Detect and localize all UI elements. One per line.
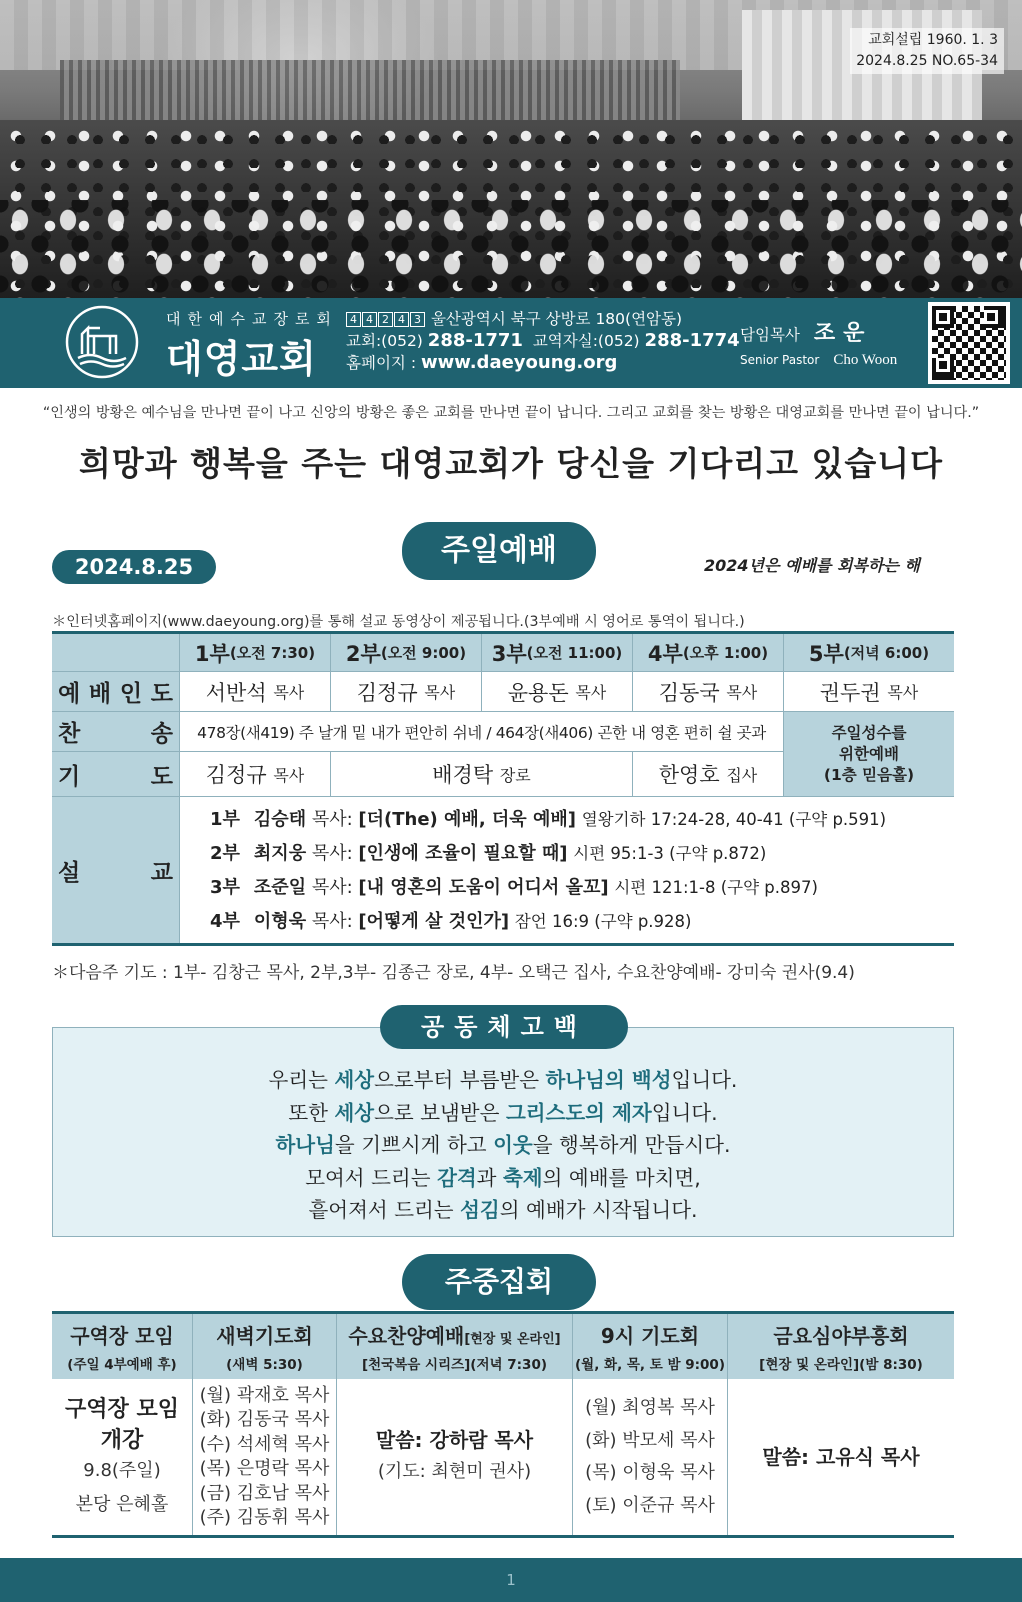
service-header: 3부 (오전 11:00) [482, 634, 633, 672]
zip-digit: 4 [346, 312, 361, 327]
qr-code[interactable] [928, 302, 1010, 384]
meeting-body [573, 1379, 727, 1535]
meeting-header [193, 1314, 336, 1379]
special-service-cell: 주일성수를 위한예배 (1층 믿음홀) [784, 712, 954, 797]
service-table [52, 631, 954, 946]
pastor-name: 조운 [813, 320, 873, 346]
section-title-sunday-worship: 주일예배 [402, 522, 596, 580]
meeting-line: (금) 김호남 목사 [199, 1482, 330, 1504]
service-header: 4부 (오후 1:00) [633, 634, 784, 672]
meeting-line: (월) 곽재호 목사 [199, 1384, 330, 1406]
qr-code-icon [932, 306, 1006, 380]
phone-label: 교회:(052) [346, 332, 423, 350]
founding-info [850, 28, 1004, 74]
zip-digit: 4 [362, 312, 377, 327]
meeting-name: 9시 기도회 [600, 1324, 700, 1348]
sermon-list [198, 797, 952, 939]
founded-date: 교회설립 1960. 1. 3 [868, 32, 998, 48]
confession-line: 하나님을 기쁘시게 하고 이웃을 행복하게 만듭시다. [275, 1133, 731, 1157]
leader-cell: 권두권 목사 [784, 672, 954, 712]
senior-pastor [740, 316, 897, 369]
header-bar [0, 298, 1022, 388]
meeting-line: (화) 박모세 목사 [585, 1429, 715, 1451]
meeting-line: (주) 김동휘 목사 [199, 1507, 330, 1528]
meeting-line: (토) 이준규 목사 [585, 1494, 715, 1516]
year-theme: 2024년은 예배를 회복하는 해 [704, 556, 920, 575]
section-title-weekly-meetings: 주중집회 [402, 1254, 596, 1310]
meeting-time: (주일 4부예배 후) [67, 1357, 177, 1373]
zip-digit: 3 [410, 312, 425, 327]
raised-hands [0, 200, 1022, 302]
meeting-line: (목) 은명락 목사 [199, 1458, 330, 1479]
motto: “인생의 방황은 예수님을 만나면 끝이 나고 신앙의 방황은 좋은 교회를 만나면 끝이 납니다. 그리고 교회를 찾는 방황은 대영교회를 만나면 끝이 납니다.” [42, 405, 980, 421]
hymn-cell: 478장(새419) 주 날개 밑 내가 편안히 쉬네 / 464장(새406) 곤한 내 영혼 편히 쉴 곳과 [180, 712, 784, 752]
leader-cell: 서반석 목사 [180, 672, 331, 712]
homepage-link[interactable]: www.daeyoung.org [420, 352, 618, 373]
table-corner [52, 634, 180, 672]
meeting-line: (화) 김동국 목사 [199, 1409, 330, 1430]
meeting-column [52, 1314, 193, 1535]
row-label-leader: 예 배 인 도 [52, 672, 180, 712]
confession-text [53, 1064, 953, 1227]
meeting-line: (월) 최영복 목사 [585, 1397, 715, 1418]
meeting-line: 본당 은혜홀 [75, 1494, 169, 1515]
page-number: 1 [0, 1558, 1022, 1602]
confession-line: 모여서 드리는 감격과 축제의 예배를 마치면, [305, 1165, 701, 1190]
meeting-body [193, 1379, 336, 1535]
confession-line: 우리는 세상으로부터 부름받은 하나님의 백성입니다. [268, 1068, 738, 1092]
balcony-crowd [60, 60, 680, 120]
meeting-main-text: 구역장 모임 개강 [65, 1397, 179, 1453]
row-label-prayer: 기 도 [52, 752, 180, 797]
video-note: ＊인터넷홈페이지(www.daeyoung.org)를 통해 설교 동영상이 제공됩니다.(3부예배 시 영어로 통역이 됩니다.) [52, 614, 745, 630]
office-label: 교역자실:(052) [532, 332, 640, 350]
sermon-row: 1부 김승태 목사: [더(The) 예배, 더욱 예배] 열왕기하 17:24-28, 40-41 (구약 p.591) [210, 809, 887, 830]
meeting-name: 새벽기도회 [216, 1324, 313, 1348]
office-phone: 288-1774 [644, 330, 740, 351]
next-week-prayer-note: ＊다음주 기도 : 1부- 김창근 목사, 2부,3부- 김종근 장로, 4부- 오택근 집사, 수요찬양예배- 강미숙 권사(9.4) [52, 963, 855, 983]
leader-cell: 김정규 목사 [331, 672, 482, 712]
zip-digit: 4 [394, 312, 409, 327]
service-header: 1부 (오전 7:30) [180, 634, 331, 672]
homepage-line [346, 352, 740, 374]
meeting-header [573, 1314, 727, 1379]
meeting-header [728, 1314, 954, 1379]
meeting-time: (월, 화, 목, 토 밤 9:00) [574, 1357, 725, 1373]
meeting-line: 9.8(주일) [83, 1460, 161, 1481]
homepage-label: 홈페이지 : [346, 354, 417, 372]
meeting-main-text: 말씀: 고유식 목사 [762, 1445, 920, 1469]
address-line [346, 308, 740, 330]
meeting-column [728, 1314, 954, 1535]
meeting-name: 구역장 모임 [70, 1324, 174, 1348]
meeting-header [52, 1314, 192, 1379]
prayer-cell: 배경탁 장로 [331, 752, 633, 797]
meeting-line: (목) 이형욱 목사 [585, 1462, 715, 1483]
service-header: 2부 (오전 9:00) [331, 634, 482, 672]
leader-cell: 김동국 목사 [633, 672, 784, 712]
meeting-name: 수요찬양예배[현장 및 온라인] [348, 1324, 561, 1348]
meeting-body [728, 1379, 954, 1535]
service-header: 5부 (저녁 6:00) [784, 634, 954, 672]
pastor-title: 담임목사 [740, 326, 800, 344]
meeting-column [337, 1314, 573, 1535]
phone-number: 288-1771 [427, 330, 523, 351]
meeting-body [337, 1379, 572, 1535]
phone-line [346, 330, 740, 352]
prayer-cell: 김정규 목사 [180, 752, 331, 797]
meeting-time: (새벽 5:30) [226, 1357, 303, 1373]
prayer-cell: 한영호 집사 [633, 752, 784, 797]
address: 울산광역시 북구 상방로 180(연암동) [430, 310, 683, 328]
pastor-title-en: Senior Pastor [740, 353, 820, 367]
meeting-main-text: 말씀: 강하람 목사 [375, 1428, 534, 1452]
meeting-line: (수) 석세혁 목사 [199, 1433, 330, 1455]
weekly-meetings-table [52, 1311, 954, 1538]
sermon-row: 3부 조준일 목사: [내 영혼의 도움이 어디서 올꼬] 시편 121:1-8 (구약 p.897) [210, 877, 818, 898]
meeting-column [573, 1314, 728, 1535]
meeting-body [52, 1379, 192, 1535]
sermon-row: 4부 이형욱 목사: [어떻게 살 것인가] 잠언 16:9 (구약 p.928) [210, 911, 692, 932]
contact-info [346, 308, 740, 374]
row-label-hymn: 찬 송 [52, 712, 180, 752]
confession-line: 흩어져서 드리는 섬김의 예배가 시작됩니다. [308, 1198, 698, 1222]
denomination: 대한예수교장로회 [166, 310, 338, 328]
pastor-name-en: Cho Woon [833, 352, 898, 368]
community-confession-box [52, 1027, 954, 1237]
meeting-line: (기도: 최현미 권사) [377, 1461, 532, 1482]
zip-digit: 2 [378, 312, 393, 327]
issue-number: 2024.8.25 NO.65-34 [856, 53, 998, 69]
confession-line: 또한 세상으로 보냄받은 그리스도의 제자입니다. [288, 1100, 718, 1125]
meeting-time: [천국복음 시리즈](저녁 7:30) [361, 1357, 548, 1373]
meeting-header [337, 1314, 572, 1379]
section-title-confession: 공동체고백 [380, 1005, 628, 1049]
headline: 희망과 행복을 주는 대영교회가 당신을 기다리고 있습니다 [78, 444, 943, 483]
date-badge: 2024.8.25 [52, 550, 216, 584]
church-logo-icon [64, 304, 140, 380]
row-label-sermon: 설 교 [52, 797, 180, 943]
meeting-column [193, 1314, 337, 1535]
hero-photo [0, 0, 1022, 302]
church-name: 대영교회 [166, 337, 317, 381]
meeting-name: 금요심야부흥회 [773, 1324, 909, 1348]
meeting-time: [현장 및 온라인](밤 8:30) [759, 1357, 923, 1373]
leader-cell: 윤용돈 목사 [482, 672, 633, 712]
sermon-row: 2부 최지웅 목사: [인생에 조율이 필요할 때] 시편 95:1-3 (구약 p.872) [210, 843, 767, 864]
